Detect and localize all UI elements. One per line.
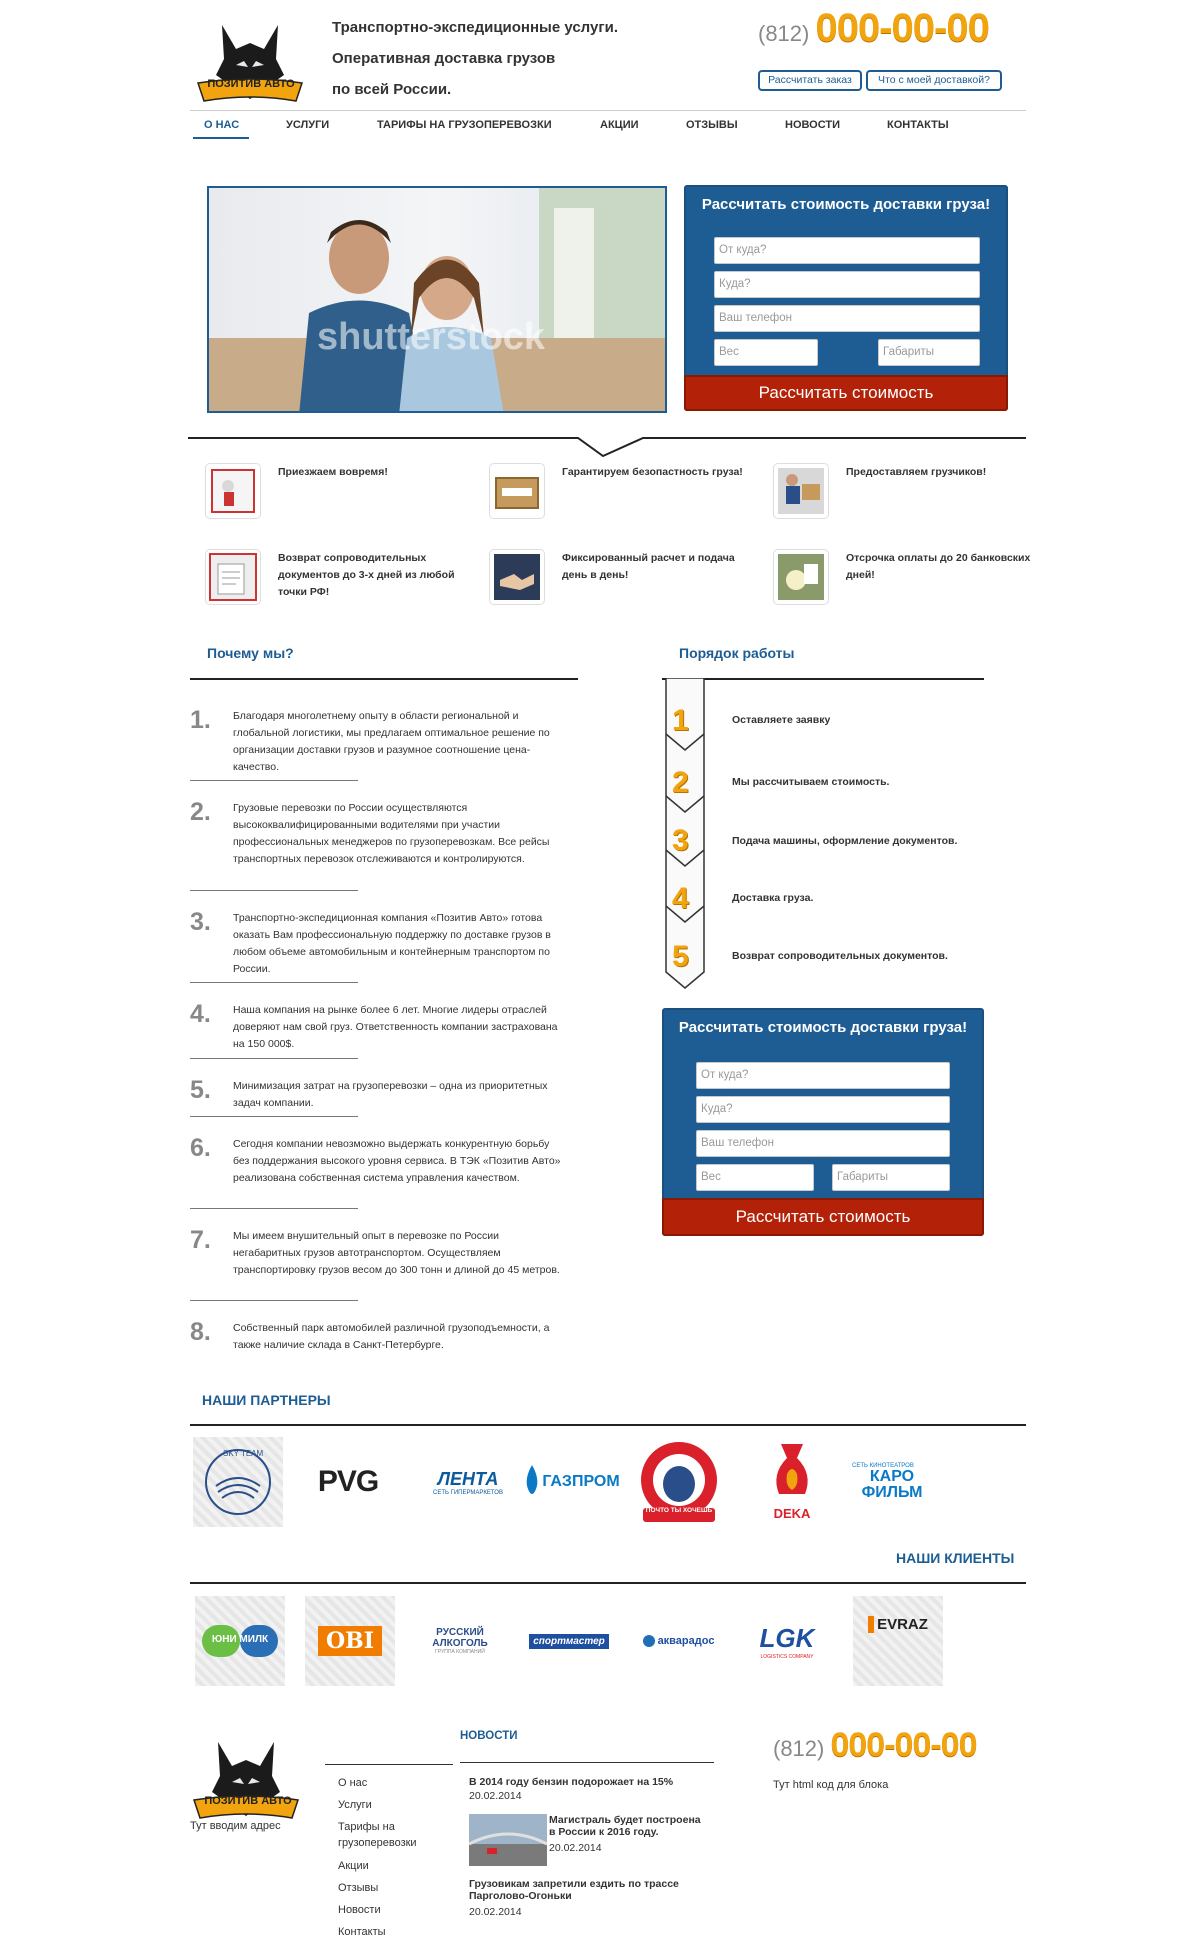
- pochto-label: ПОЧТО ТЫ ХОЧЕШЬ: [645, 1507, 713, 1514]
- footer-phone[interactable]: [773, 1726, 977, 1765]
- partner-logo-label: SKY TEAM: [223, 1449, 264, 1458]
- nav-item-tariffs[interactable]: ТАРИФЫ НА ГРУЗОПЕРЕВОЗКИ: [377, 119, 552, 131]
- footer-link-services[interactable]: Услуги: [338, 1799, 372, 1811]
- to-input[interactable]: Куда?: [696, 1096, 950, 1123]
- partner-logo-pvg: PVG: [317, 1465, 379, 1498]
- news-item-date: 20.02.2014: [469, 1906, 522, 1918]
- feature-text: Возврат сопроводительных документов до 3-х дней из любой точки РФ!: [278, 552, 455, 598]
- footer-address: Тут вводим адрес: [190, 1820, 281, 1832]
- header-tagline: [332, 12, 618, 105]
- why-text: Собственный парк автомобилей различной грузоподъемности, а также наличие склада в Санкт-Петербурге.: [233, 1322, 550, 1351]
- logo-text: ПОЗИТИВ АВТО: [207, 78, 295, 90]
- workflow-underline: [662, 678, 984, 680]
- evraz-name: EVRAZ: [868, 1616, 928, 1633]
- tagline-line: Оперативная доставка грузов: [332, 50, 556, 67]
- client-logo-akvarados: [632, 1596, 724, 1686]
- news-item-title[interactable]: Грузовикам запретили ездить по трассе Парголово-Огоньки: [469, 1878, 679, 1902]
- nav-item-about[interactable]: О НАС: [204, 119, 240, 131]
- calc-form-top: [684, 185, 1008, 411]
- documents-icon: [206, 550, 260, 604]
- akvarados-icon: [642, 1634, 656, 1648]
- box-icon: [490, 464, 544, 518]
- calc-form-bottom: [662, 1008, 984, 1236]
- hero-watermark: shutterstock: [317, 316, 546, 358]
- handshake-icon: [490, 550, 544, 604]
- step-text: Доставка груза.: [732, 892, 814, 904]
- lenta-sub: СЕТЬ ГИПЕРМАРКЕТОВ: [433, 1489, 503, 1496]
- step-text: Оставляете заявку: [732, 714, 831, 726]
- step-number: 4: [672, 882, 689, 915]
- footer-html-block: Тут html код для блока: [773, 1779, 889, 1791]
- nav-item-news[interactable]: НОВОСТИ: [785, 119, 841, 131]
- client-logo-sportmaster: [524, 1596, 614, 1686]
- client-logo-evraz: [853, 1596, 943, 1686]
- step-number: 5: [672, 940, 689, 973]
- tagline-line: по всей России.: [332, 81, 452, 98]
- footer-logo-text: ПОЗИТИВ АВТО: [204, 1795, 292, 1807]
- uni-milk-label: ЮНИ МИЛК: [211, 1634, 269, 1645]
- news-item-title[interactable]: В 2014 году бензин подорожает на 15%: [469, 1776, 674, 1788]
- nav-item-contacts[interactable]: КОНТАКТЫ: [887, 119, 949, 131]
- why-separator: [190, 1058, 358, 1059]
- logo[interactable]: [192, 15, 308, 115]
- track-delivery-button[interactable]: Что с моей доставкой?: [866, 70, 1002, 91]
- why-number: 6.: [190, 1134, 211, 1162]
- workflow-title: Порядок работы: [679, 645, 795, 661]
- section-divider: [188, 432, 1026, 462]
- weight-input[interactable]: Вес: [714, 339, 818, 366]
- obi-label: OBI: [318, 1626, 382, 1656]
- partner-logo-deka: [752, 1437, 832, 1527]
- why-text: Минимизация затрат на грузоперевозки – одна из приоритетных задач компании.: [233, 1080, 548, 1109]
- why-text: Наша компания на рынке более 6 лет. Многие лидеры отраслей доверяют нам свой груз. Ответственность компании застрахована на 150 000$.: [233, 1004, 558, 1050]
- why-separator: [190, 982, 358, 983]
- why-number: 7.: [190, 1226, 211, 1254]
- partners-title: НАШИ ПАРТНЕРЫ: [202, 1392, 331, 1408]
- step-number: 1: [672, 704, 689, 737]
- from-input[interactable]: От куда?: [696, 1062, 950, 1089]
- header-phone[interactable]: [758, 6, 989, 51]
- why-separator: [190, 780, 358, 781]
- gazprom-name: ГАЗПРОМ: [542, 1473, 620, 1490]
- why-separator: [190, 1116, 358, 1117]
- why-text: Грузовые перевозки по России осуществляются высококвалифицированными водителями при участии профессиональных менеджеров по грузоперевозкам. Все рейсы транспортных перевозок отслеживаются и контролируются.: [233, 802, 550, 865]
- alko-name: РУССКИЙ АЛКОГОЛЬ: [432, 1627, 488, 1649]
- partner-logo-pochto: [636, 1437, 722, 1527]
- loaders-icon: [774, 464, 828, 518]
- step-number: 2: [672, 766, 689, 799]
- footer-links-divider: [325, 1764, 453, 1765]
- why-text: Сегодня компании невозможно выдержать конкурентную борьбу без поддержания высокого уровня сервиса. В ТЭК «Позитив Авто» реализована собственная система управления качеством.: [233, 1138, 561, 1184]
- nav-item-services[interactable]: УСЛУГИ: [286, 119, 330, 131]
- why-us-title: Почему мы?: [207, 645, 294, 661]
- wolf-logo-icon: [192, 15, 308, 115]
- size-input[interactable]: Габариты: [832, 1164, 950, 1191]
- why-number: 1.: [190, 706, 211, 734]
- calc-submit-button[interactable]: Рассчитать стоимость: [684, 375, 1008, 411]
- why-text: Мы имеем внушительный опыт в перевозке по России негабаритных грузов автотранспортом. Осуществляем транспортировку грузов весом до 300 тонн и длиной до 45 метров.: [233, 1230, 560, 1276]
- clients-title: НАШИ КЛИЕНТЫ: [896, 1550, 1015, 1566]
- deka-logo-icon: [767, 1444, 817, 1506]
- why-us-underline: [190, 678, 578, 680]
- client-logo-uni-milk: [195, 1596, 285, 1686]
- lgk-name: LGK: [759, 1622, 815, 1653]
- flame-icon: [524, 1465, 540, 1499]
- why-separator: [190, 1208, 358, 1209]
- phone-code: (812): [773, 1736, 825, 1761]
- lgk-sub: LOGISTICS COMPANY: [760, 1653, 814, 1660]
- from-input[interactable]: От куда?: [714, 237, 980, 264]
- why-separator: [190, 890, 358, 891]
- partner-logo-karo: [852, 1437, 952, 1527]
- phone-input[interactable]: Ваш телефон: [696, 1130, 950, 1157]
- sportmaster-name: спортмастер: [529, 1634, 609, 1649]
- clock-man-icon: [206, 464, 260, 518]
- why-number: 3.: [190, 908, 211, 936]
- news-thumbnail-icon: [469, 1814, 547, 1866]
- karo-name: КАРО ФИЛЬМ: [861, 1468, 923, 1501]
- to-input[interactable]: Куда?: [714, 271, 980, 298]
- partner-logo-gazprom: [522, 1437, 622, 1527]
- news-item-title[interactable]: Магистраль будет построена в России к 2016 году.: [549, 1814, 701, 1838]
- couple-photo-icon: [209, 188, 667, 413]
- footer-link-contacts[interactable]: Контакты: [338, 1926, 386, 1938]
- news-item-date: 20.02.2014: [469, 1790, 522, 1802]
- partner-logo-skyteam: [193, 1437, 283, 1527]
- nav-item-reviews[interactable]: ОТЗЫВЫ: [686, 119, 738, 131]
- client-logo-russian-alko: [412, 1596, 508, 1686]
- phone-number: 000-00-00: [830, 1726, 977, 1764]
- deka-name: DEKA: [773, 1505, 811, 1521]
- clients-underline: [190, 1582, 1026, 1584]
- partners-underline: [190, 1424, 1026, 1426]
- step-text: Возврат сопроводительных документов.: [732, 950, 948, 962]
- feature-text: Приезжаем вовремя!: [278, 466, 388, 478]
- lenta-name: ЛЕНТА: [437, 1468, 499, 1489]
- main-nav: [190, 110, 1026, 146]
- calc-form-title: Рассчитать стоимость доставки груза!: [678, 1019, 968, 1036]
- payment-icon: [774, 550, 828, 604]
- footer-logo-icon[interactable]: [188, 1732, 304, 1832]
- phone-number: 000-00-00: [815, 6, 989, 50]
- size-input[interactable]: Габариты: [878, 339, 980, 366]
- nav-item-promos[interactable]: АКЦИИ: [600, 119, 639, 131]
- why-text: Транспортно-экспедиционная компания «Позитив Авто» готова оказать Вам профессиональную поддержку по доставке грузов в любом объеме автомобильным и контейнерным транспортом по России.: [233, 912, 551, 975]
- partner-logo-lenta: [418, 1437, 518, 1527]
- step-text: Подача машины, оформление документов.: [732, 835, 958, 847]
- phone-input[interactable]: Ваш телефон: [714, 305, 980, 332]
- why-separator: [190, 1300, 358, 1301]
- client-logo-lgk: [744, 1596, 830, 1686]
- phone-code: (812): [758, 21, 810, 46]
- alko-sub: ГРУППА КОМПАНИЙ: [435, 1649, 485, 1655]
- footer-news-title: НОВОСТИ: [460, 1730, 518, 1742]
- why-number: 8.: [190, 1318, 211, 1346]
- footer-link-reviews[interactable]: Отзывы: [338, 1882, 379, 1894]
- calc-submit-button[interactable]: Рассчитать стоимость: [662, 1198, 984, 1236]
- feature-text: Гарантируем безопастность груза!: [562, 466, 743, 478]
- why-number: 2.: [190, 798, 211, 826]
- calc-form-title: Рассчитать стоимость доставки груза!: [701, 196, 991, 213]
- why-number: 5.: [190, 1076, 211, 1104]
- footer-news-divider: [460, 1762, 714, 1763]
- footer-link-promos[interactable]: Акции: [338, 1860, 369, 1872]
- why-number: 4.: [190, 1000, 211, 1028]
- hero-image: [207, 186, 667, 413]
- akvarados-name: акварадос: [657, 1635, 715, 1647]
- feature-text: Отсрочка оплаты до 20 банковских дней!: [846, 552, 1031, 581]
- footer-link-about[interactable]: О нас: [338, 1777, 368, 1789]
- feature-text: Предоставляем грузчиков!: [846, 466, 987, 478]
- step-number: 3: [672, 824, 689, 857]
- calc-order-button[interactable]: Рассчитать заказ: [758, 70, 862, 91]
- nav-active-underline: [193, 137, 249, 139]
- news-item-date: 20.02.2014: [549, 1842, 602, 1854]
- feature-text: Фиксированный расчет и подача день в день!: [562, 552, 735, 581]
- why-text: Благодаря многолетнему опыту в области региональной и глобальной логистики, мы предлагаем оптимальное решение по организации доставки грузов и разумное соотношение цена-качество.: [233, 710, 550, 773]
- tagline-line: Транспортно-экспедиционные услуги.: [332, 19, 618, 36]
- weight-input[interactable]: Вес: [696, 1164, 814, 1191]
- karo-sub: СЕТЬ КИНОТЕАТРОВ: [852, 1463, 914, 1469]
- footer-link-news[interactable]: Новости: [338, 1904, 381, 1916]
- client-logo-obi: [305, 1596, 395, 1686]
- step-text: Мы рассчитываем стоимость.: [732, 776, 890, 788]
- footer-link-tariffs[interactable]: Тарифы на грузоперевозки: [338, 1821, 417, 1849]
